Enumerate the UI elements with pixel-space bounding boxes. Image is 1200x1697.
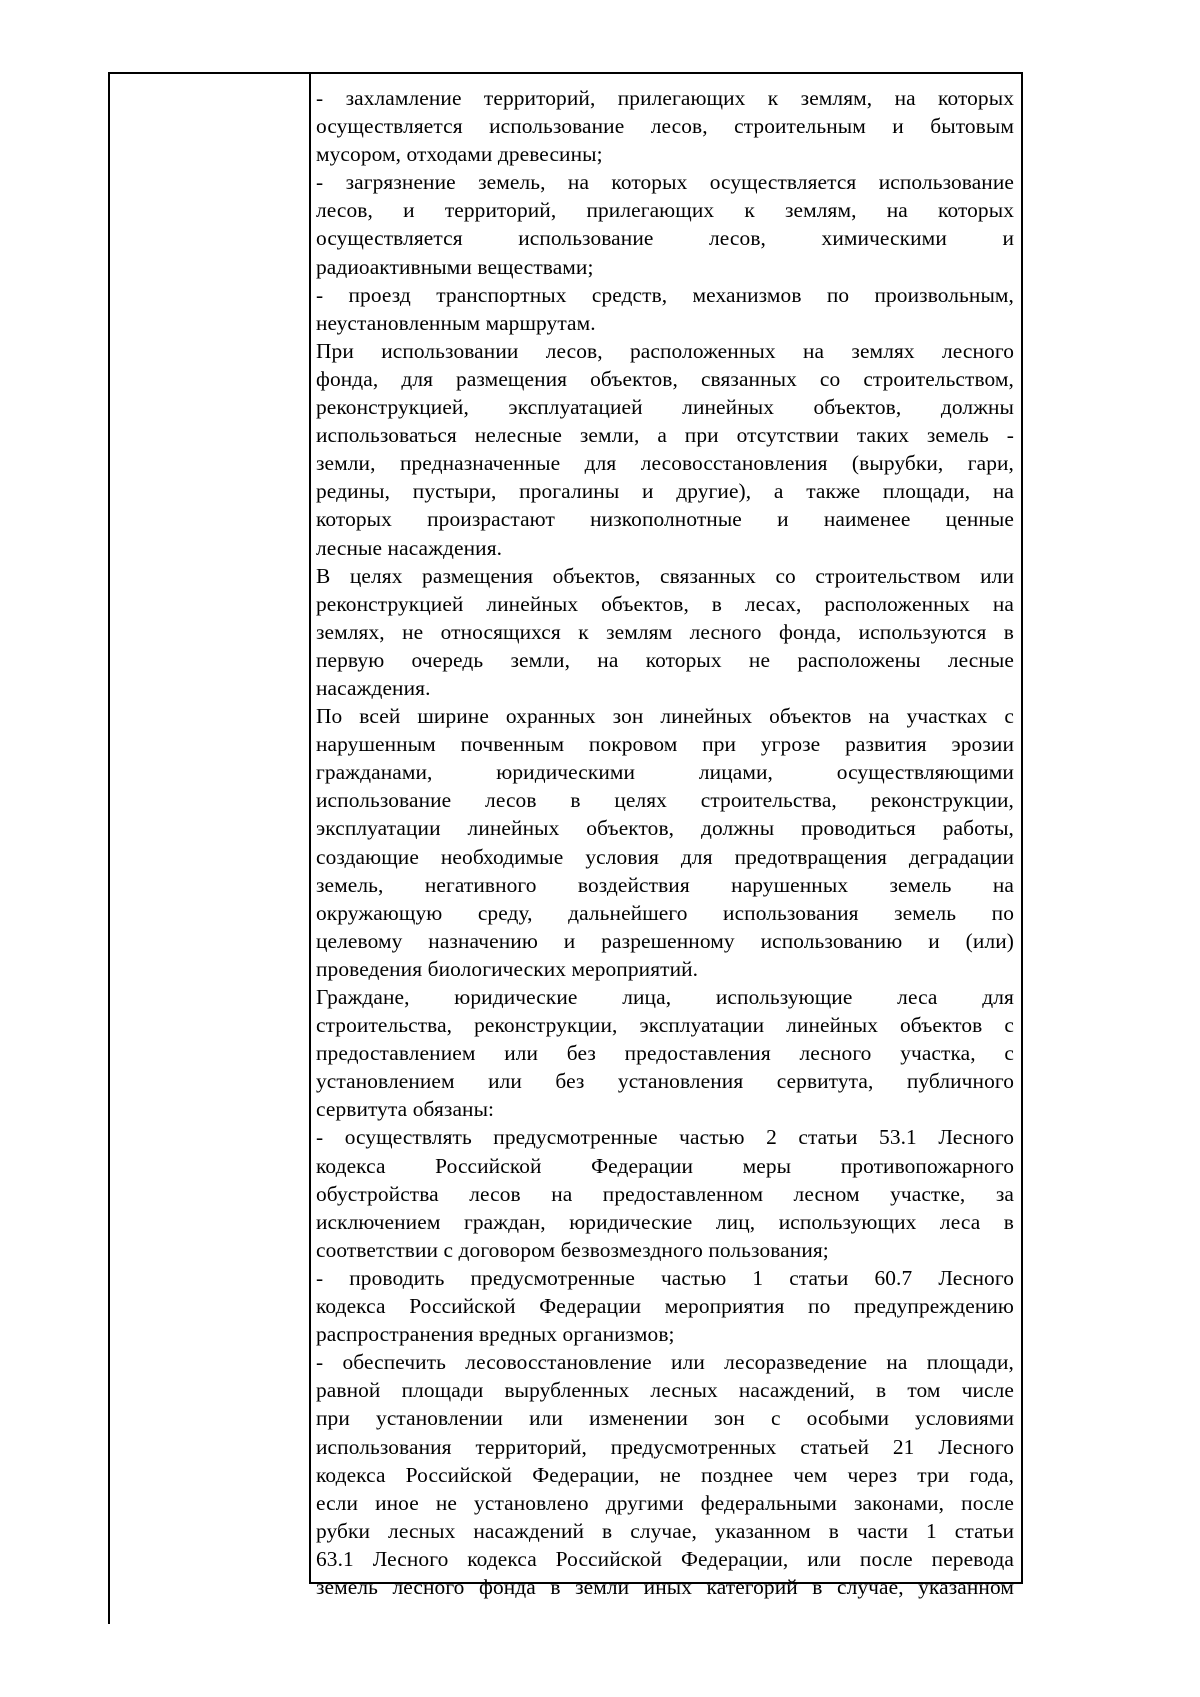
text-line: редины, пустыри, прогалины и другие), а также площади, на xyxy=(316,479,1014,504)
text-line: осуществляется использование лесов, химическими и xyxy=(316,226,1014,251)
text-line: при установлении или изменении зон с особыми условиями xyxy=(316,1406,1014,1431)
text-line: - осуществлять предусмотренные частью 2 статьи 53.1 Лесного xyxy=(316,1125,1014,1150)
text-line: кодекса Российской Федерации, не позднее чем через три года, xyxy=(316,1462,1014,1487)
text-line: земель, негативного воздействия нарушенных земель на xyxy=(316,872,1014,897)
text-line: которых произрастают низкополнотные и наименее ценные xyxy=(316,507,1014,532)
text-line: первую очередь земли, на которых не расположены лесные xyxy=(316,647,1014,672)
text-line: насаждения. xyxy=(316,675,431,700)
text-line: земель лесного фонда в земли иных категорий в случае, указанном xyxy=(316,1574,1014,1599)
text-line: распространения вредных организмов; xyxy=(316,1322,675,1347)
table-right-border xyxy=(1021,72,1023,1584)
text-line: землях, не относящихся к землям лесного фонда, используются в xyxy=(316,619,1014,644)
text-line: исключением граждан, юридические лиц, использующих леса в xyxy=(316,1209,1014,1234)
text-line: кодекса Российской Федерации мероприятия по предупреждению xyxy=(316,1294,1014,1319)
text-line: лесов, и территорий, прилегающих к землям, на которых xyxy=(316,198,1014,223)
text-line: предоставлением или без предоставления лесного участка, с xyxy=(316,1041,1014,1066)
text-line: лесные насаждения. xyxy=(316,535,503,560)
text-line: Граждане, юридические лица, использующие леса для xyxy=(316,985,1014,1009)
text-line: неустановленным маршрутам. xyxy=(316,310,596,335)
text-line: использование лесов в целях строительства, реконструкции, xyxy=(316,788,1014,813)
text-line: окружающую среду, дальнейшего использования земель по xyxy=(316,900,1014,925)
text-line: 63.1 Лесного кодекса Российской Федерации, или после перевода xyxy=(316,1546,1014,1571)
text-line: реконструкцией линейных объектов, в лесах, расположенных на xyxy=(316,591,1014,616)
text-line: мусором, отходами древесины; xyxy=(316,142,603,167)
text-line: - захламление территорий, прилегающих к землям, на которых xyxy=(316,86,1014,110)
text-line: В целях размещения объектов, связанных со строительством или xyxy=(316,563,1014,588)
text-line: проведения биологических мероприятий. xyxy=(316,956,699,981)
text-line: эксплуатации линейных объектов, должны проводиться работы, xyxy=(316,816,1014,841)
text-line: кодекса Российской Федерации меры противопожарного xyxy=(316,1153,1014,1178)
text-line: равной площади вырубленных лесных насаждений, в том числе xyxy=(316,1378,1014,1403)
text-line: целевому назначению и разрешенному использованию и (или) xyxy=(316,928,1014,953)
text-line: радиоактивными веществами; xyxy=(316,254,594,279)
table-left-border xyxy=(108,72,110,1624)
text-line: - загрязнение земель, на которых осуществляется использование xyxy=(316,170,1014,195)
text-line: реконструкцией, эксплуатацией линейных объектов, должны xyxy=(316,395,1014,420)
text-line: - проводить предусмотренные частью 1 статьи 60.7 Лесного xyxy=(316,1265,1014,1290)
text-line: сервитута обязаны: xyxy=(316,1097,495,1122)
text-line: нарушенным почвенным покровом при угрозе развития эрозии xyxy=(316,732,1014,757)
text-line: рубки лесных насаждений в случае, указанном в части 1 статьи xyxy=(316,1518,1014,1543)
text-line: использования территорий, предусмотренных статьей 21 Лесного xyxy=(316,1434,1014,1459)
table-top-border xyxy=(108,72,1023,74)
table-column-divider xyxy=(309,72,311,1584)
text-line: По всей ширине охранных зон линейных объектов на участках с xyxy=(316,704,1014,729)
text-line: создающие необходимые условия для предотвращения деградации xyxy=(316,844,1014,869)
text-line: если иное не установлено другими федеральными законами, после xyxy=(316,1490,1014,1515)
table-right-cell-text xyxy=(316,84,1014,1601)
text-line: земли, предназначенные для лесовосстановления (вырубки, гари, xyxy=(316,451,1014,476)
text-line: строительства, реконструкции, эксплуатации линейных объектов с xyxy=(316,1013,1014,1038)
text-line: использоваться нелесные земли, а при отсутствии таких земель - xyxy=(316,423,1014,448)
text-line: осуществляется использование лесов, строительным и бытовым xyxy=(316,114,1014,139)
text-line: гражданами, юридическими лицами, осуществляющими xyxy=(316,760,1014,785)
text-line: установлением или без установления сервитута, публичного xyxy=(316,1069,1014,1094)
text-line: фонда, для размещения объектов, связанных со строительством, xyxy=(316,366,1014,391)
text-line: При использовании лесов, расположенных на землях лесного xyxy=(316,338,1014,363)
text-line: обустройства лесов на предоставленном лесном участке, за xyxy=(316,1181,1014,1206)
text-line: - обеспечить лесовосстановление или лесоразведение на площади, xyxy=(316,1350,1014,1375)
text-line: соответствии с договором безвозмездного пользования; xyxy=(316,1237,829,1262)
text-line: - проезд транспортных средств, механизмов по произвольным, xyxy=(316,282,1014,307)
